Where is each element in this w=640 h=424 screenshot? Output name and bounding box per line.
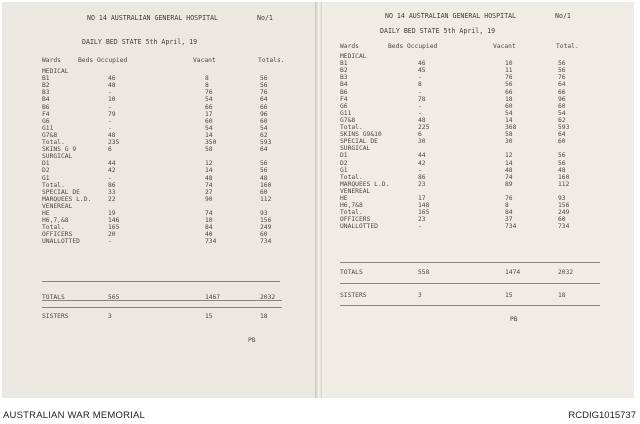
right-medical-total-2: 76 xyxy=(558,74,566,82)
right-medical-total-5: 96 xyxy=(558,95,566,103)
left-venereal-vacant-1: 10 xyxy=(205,217,213,225)
left-officers-total: 60 xyxy=(260,231,268,239)
left-surgical-total-0: 56 xyxy=(260,160,268,168)
right-medical-occupied-4: - xyxy=(418,88,422,96)
left-col-occupied: Beds Occupied xyxy=(78,57,128,64)
left-medical-total-8: 62 xyxy=(260,131,268,139)
right-medical-total-8: 62 xyxy=(558,116,566,124)
right-medical-occupied-1: 45 xyxy=(418,67,426,75)
right-surgical-section-label: SURGICAL xyxy=(340,145,371,153)
left-medical-total-label: Total. xyxy=(42,139,65,146)
left-grand-total-label: TOTALS xyxy=(42,294,65,301)
right-sisters-vacant: 15 xyxy=(505,292,513,299)
right-special-vacant: 30 xyxy=(505,138,513,146)
left-medical-label-3: B4 xyxy=(42,96,50,104)
left-medical-label-2: B3 xyxy=(42,89,50,97)
right-surgical-vacant-2: 48 xyxy=(505,166,513,174)
right-surgical-occupied-1: 42 xyxy=(418,159,426,167)
left-medical-total-6: 60 xyxy=(260,117,268,125)
right-report-title: DAILY BED STATE 5th April, 19 xyxy=(380,27,496,35)
left-venereal-total-vacant: 84 xyxy=(205,224,213,232)
left-medical-occupied-4: - xyxy=(108,103,112,111)
left-marquees-vacant: 90 xyxy=(205,195,213,203)
left-medical-vacant-6: 60 xyxy=(205,117,213,125)
left-surgical-total-1: 56 xyxy=(260,167,268,175)
left-medical-vacant-0: 8 xyxy=(205,75,209,83)
right-medical-vacant-8: 14 xyxy=(505,116,513,124)
right-medical-vacant-3: 56 xyxy=(505,81,513,89)
right-medical-occupied-6: - xyxy=(418,102,422,110)
left-unallotted-label: UNALLOTTED xyxy=(42,238,80,246)
left-special-label: SPECIAL DE xyxy=(42,188,80,196)
right-ruled-line-2 xyxy=(340,305,600,306)
left-col-totals: Totals. xyxy=(258,57,285,64)
right-venereal-total-total: 249 xyxy=(558,209,570,217)
left-venereal-total-total: 249 xyxy=(260,224,272,232)
left-officers-vacant: 40 xyxy=(205,231,213,239)
right-surgical-vacant-0: 12 xyxy=(505,152,513,160)
right-medical-total-3: 64 xyxy=(558,81,566,89)
left-surgical-vacant-1: 14 xyxy=(205,167,213,175)
left-surgical-occupied-2: - xyxy=(108,174,112,182)
right-surgical-occupied-2: - xyxy=(418,166,422,174)
left-sisters-label: SISTERS xyxy=(42,313,69,320)
right-medical-total-vacant: 368 xyxy=(505,124,517,131)
left-medical-occupied-1: 48 xyxy=(108,82,116,90)
left-venereal-label-1: H6,7,&8 xyxy=(42,217,69,225)
left-surgical-vacant-2: 48 xyxy=(205,174,213,182)
right-medical-label-4: B6 xyxy=(340,88,348,96)
right-venereal-vacant-0: 76 xyxy=(505,195,513,202)
left-col-wards: Wards xyxy=(42,57,61,64)
footer-institution: AUSTRALIAN WAR MEMORIAL xyxy=(3,410,146,421)
left-surgical-occupied-1: 42 xyxy=(108,167,116,175)
right-officers-vacant: 37 xyxy=(505,216,513,224)
left-medical-total-5: 96 xyxy=(260,110,268,118)
left-surgical-total-2: 48 xyxy=(260,174,268,182)
right-surgical-occupied-0: 44 xyxy=(418,152,426,160)
left-venereal-total-0: 93 xyxy=(260,210,268,217)
left-venereal-total-1: 156 xyxy=(260,217,272,225)
left-skins-occupied: 6 xyxy=(108,146,112,154)
right-medical-total-label: Total. xyxy=(340,124,363,131)
right-medical-label-1: B2 xyxy=(340,67,348,75)
left-medical-occupied-5: 79 xyxy=(108,110,116,118)
left-special-total: 60 xyxy=(260,188,268,196)
right-medical-occupied-7: - xyxy=(418,109,422,117)
right-medical-vacant-0: 10 xyxy=(505,60,513,68)
left-venereal-vacant-0: 74 xyxy=(205,210,213,217)
right-unit-title: NO 14 AUSTRALIAN GENERAL HOSPITAL xyxy=(385,12,517,20)
left-surgical-section-label: SURGICAL xyxy=(42,153,73,161)
right-sisters-total: 18 xyxy=(558,292,566,299)
left-medical-total-2: 76 xyxy=(260,89,268,97)
left-venereal-section-label: VENEREAL xyxy=(42,202,73,210)
right-medical-occupied-0: 46 xyxy=(418,60,426,68)
right-unallotted-vacant: 734 xyxy=(505,223,517,231)
right-medical-label-7: G11 xyxy=(340,109,352,117)
left-surgical-label-2: G1 xyxy=(42,174,50,182)
right-col-totals: Total. xyxy=(556,43,579,50)
left-medical-vacant-8: 14 xyxy=(205,131,213,139)
left-skins-label: SKINS G 9 xyxy=(42,146,77,154)
right-medical-total-1: 56 xyxy=(558,67,566,75)
left-unallotted-vacant: 734 xyxy=(205,238,217,246)
right-sisters-occupied: 3 xyxy=(418,292,422,299)
left-medical-label-1: B2 xyxy=(42,82,50,90)
left-medical-label-6: G6 xyxy=(42,117,50,125)
left-grand-total-total: 2032 xyxy=(260,294,276,301)
right-medical-label-0: B1 xyxy=(340,60,348,68)
right-sisters-label: SISTERS xyxy=(340,292,367,299)
right-grand-total-label: TOTALS xyxy=(340,269,363,276)
right-marquees-total: 112 xyxy=(558,180,570,188)
right-venereal-total-occupied: 165 xyxy=(418,209,430,217)
right-surgical-label-0: D1 xyxy=(340,152,348,160)
right-grand-total-vacant: 1474 xyxy=(505,269,521,276)
right-venereal-label-0: HE xyxy=(340,195,348,202)
left-sisters-total: 18 xyxy=(260,313,268,320)
left-medical-occupied-8: 48 xyxy=(108,131,116,139)
right-surgical-total-label: Total. xyxy=(340,173,363,181)
left-marquees-total: 112 xyxy=(260,195,272,203)
right-surgical-vacant-1: 14 xyxy=(505,159,513,167)
right-medical-occupied-5: 78 xyxy=(418,95,426,103)
right-skins-vacant: 58 xyxy=(505,131,513,139)
right-venereal-total-0: 93 xyxy=(558,195,566,202)
right-officers-total: 60 xyxy=(558,216,566,224)
right-medical-total-7: 54 xyxy=(558,109,566,117)
left-surgical-label-1: D2 xyxy=(42,167,50,175)
right-medical-label-8: G7&8 xyxy=(340,116,356,124)
right-special-label: SPECIAL DE xyxy=(340,138,378,146)
left-unit-title: NO 14 AUSTRALIAN GENERAL HOSPITAL xyxy=(87,14,219,22)
left-venereal-occupied-1: 146 xyxy=(108,217,120,225)
left-ruled-line-2 xyxy=(42,307,282,308)
left-medical-label-7: G11 xyxy=(42,124,54,132)
right-skins-occupied: 6 xyxy=(418,131,422,139)
right-medical-section-label: MEDICAL xyxy=(340,53,367,60)
left-col-vacant: Vacant xyxy=(193,57,216,64)
left-medical-total-3: 64 xyxy=(260,96,268,104)
left-officers-label: OFFICERS xyxy=(42,231,73,239)
left-venereal-occupied-0: 19 xyxy=(108,210,116,217)
right-document-page xyxy=(322,2,634,398)
left-ruled-line-1 xyxy=(42,300,282,301)
left-report-title: DAILY BED STATE 5th April, 19 xyxy=(82,38,198,46)
left-medical-label-8: G7&8 xyxy=(42,131,58,139)
right-venereal-total-vacant: 84 xyxy=(505,209,513,217)
left-medical-total-vacant: 350 xyxy=(205,139,217,146)
right-col-wards: Wards xyxy=(340,43,359,50)
right-surgical-total-1: 56 xyxy=(558,159,566,167)
left-special-occupied: 33 xyxy=(108,188,116,196)
left-medical-occupied-2: - xyxy=(108,89,112,97)
left-page-ref: No/1 xyxy=(257,14,273,22)
right-venereal-section-label: VENEREAL xyxy=(340,187,371,195)
left-medical-total-1: 56 xyxy=(260,82,268,90)
right-ruled-line-1 xyxy=(340,283,600,284)
left-venereal-total-label: Total. xyxy=(42,224,65,232)
right-medical-total-4: 66 xyxy=(558,88,566,96)
left-medical-total-7: 54 xyxy=(260,124,268,132)
right-special-total: 60 xyxy=(558,138,566,146)
right-surgical-label-1: D2 xyxy=(340,159,348,167)
right-surgical-total-occupied: 86 xyxy=(418,173,426,181)
left-medical-label-4: B6 xyxy=(42,103,50,111)
right-grand-total-occupied: 558 xyxy=(418,269,430,276)
right-venereal-occupied-0: 17 xyxy=(418,195,426,202)
left-medical-occupied-6: - xyxy=(108,117,112,125)
left-grand-total-occupied: 565 xyxy=(108,294,120,301)
left-medical-total-0: 56 xyxy=(260,75,268,83)
left-medical-vacant-2: 76 xyxy=(205,89,213,97)
left-surgical-total-total: 160 xyxy=(260,181,272,189)
right-medical-total-total: 593 xyxy=(558,124,570,131)
left-medical-total-occupied: 235 xyxy=(108,139,120,146)
right-page-ref: No/1 xyxy=(555,12,571,20)
left-medical-occupied-3: 10 xyxy=(108,96,116,104)
right-medical-vacant-7: 54 xyxy=(505,109,513,117)
right-medical-vacant-1: 11 xyxy=(505,67,513,75)
left-grand-total-vacant: 1467 xyxy=(205,294,221,301)
right-medical-occupied-2: - xyxy=(418,74,422,82)
left-surgical-total-vacant: 74 xyxy=(205,181,213,189)
left-officers-occupied: 20 xyxy=(108,231,116,239)
right-marquees-label: MARQUEES L.D. xyxy=(340,180,390,188)
right-grand-total-total: 2032 xyxy=(558,269,574,276)
left-skins-vacant: 58 xyxy=(205,146,213,154)
right-surgical-total-0: 56 xyxy=(558,152,566,160)
left-medical-occupied-7: - xyxy=(108,124,112,132)
right-marquees-vacant: 89 xyxy=(505,180,513,188)
left-medical-vacant-3: 54 xyxy=(205,96,213,104)
right-initials: PB xyxy=(510,316,518,323)
right-unallotted-label: UNALLOTTED xyxy=(340,223,378,231)
left-special-vacant: 27 xyxy=(205,188,213,196)
left-surgical-occupied-0: 44 xyxy=(108,160,116,168)
right-medical-vacant-6: 60 xyxy=(505,102,513,110)
left-venereal-total-occupied: 165 xyxy=(108,224,120,232)
right-officers-label: OFFICERS xyxy=(340,216,371,224)
right-medical-label-6: G6 xyxy=(340,102,348,110)
left-medical-vacant-5: 17 xyxy=(205,110,213,118)
left-ruled-line-0 xyxy=(42,281,280,282)
right-medical-total-0: 56 xyxy=(558,60,566,68)
left-sisters-occupied: 3 xyxy=(108,313,112,320)
right-surgical-total-vacant: 74 xyxy=(505,173,513,181)
left-surgical-total-label: Total. xyxy=(42,181,65,189)
right-medical-label-5: F4 xyxy=(340,95,348,103)
left-medical-vacant-7: 54 xyxy=(205,124,213,132)
left-unallotted-occupied: - xyxy=(108,238,112,246)
right-unallotted-occupied: - xyxy=(418,223,422,231)
left-surgical-label-0: D1 xyxy=(42,160,50,168)
right-skins-total: 64 xyxy=(558,131,566,139)
right-medical-label-3: B4 xyxy=(340,81,348,89)
footer-record-id: RCDIG1015737 xyxy=(568,410,636,421)
right-medical-vacant-5: 18 xyxy=(505,95,513,103)
right-col-occupied: Beds Occupied xyxy=(388,43,438,50)
right-special-occupied: 30 xyxy=(418,138,426,146)
left-marquees-label: MARQUEES L.D. xyxy=(42,195,92,203)
left-surgical-total-occupied: 86 xyxy=(108,181,116,189)
right-venereal-vacant-1: 8 xyxy=(505,202,509,210)
left-medical-total-4: 66 xyxy=(260,103,268,111)
right-medical-total-6: 60 xyxy=(558,102,566,110)
right-medical-occupied-8: 48 xyxy=(418,116,426,124)
left-medical-section-label: MEDICAL xyxy=(42,68,69,75)
left-medical-vacant-4: 66 xyxy=(205,103,213,111)
right-ruled-line-0 xyxy=(340,262,600,263)
left-venereal-label-0: HE xyxy=(42,210,50,217)
right-medical-vacant-2: 76 xyxy=(505,74,513,82)
left-medical-label-5: F4 xyxy=(42,110,50,118)
right-venereal-label-1: H6,7&8 xyxy=(340,202,363,210)
left-medical-occupied-0: 46 xyxy=(108,75,116,83)
right-col-vacant: Vacant xyxy=(493,43,516,50)
right-venereal-occupied-1: 148 xyxy=(418,202,430,210)
right-marquees-occupied: 23 xyxy=(418,180,426,188)
right-venereal-total-1: 156 xyxy=(558,202,570,210)
right-medical-vacant-4: 66 xyxy=(505,88,513,96)
right-medical-total-occupied: 225 xyxy=(418,124,430,131)
right-medical-occupied-3: 8 xyxy=(418,81,422,89)
right-skins-label: SKINS G9&10 xyxy=(340,131,382,139)
left-unallotted-total: 734 xyxy=(260,238,272,246)
right-surgical-label-2: G1 xyxy=(340,166,348,174)
left-marquees-occupied: 22 xyxy=(108,195,116,203)
right-unallotted-total: 734 xyxy=(558,223,570,231)
right-venereal-total-label: Total. xyxy=(340,209,363,217)
left-skins-total: 64 xyxy=(260,146,268,154)
left-surgical-vacant-0: 12 xyxy=(205,160,213,168)
left-sisters-vacant: 15 xyxy=(205,313,213,320)
right-surgical-total-2: 48 xyxy=(558,166,566,174)
left-medical-label-0: B1 xyxy=(42,75,50,83)
page-fold xyxy=(315,2,322,398)
left-medical-vacant-1: 8 xyxy=(205,82,209,90)
left-initials: PB xyxy=(248,337,256,344)
right-surgical-total-total: 160 xyxy=(558,173,570,181)
right-officers-occupied: 23 xyxy=(418,216,426,224)
right-medical-label-2: B3 xyxy=(340,74,348,82)
left-medical-total-total: 593 xyxy=(260,139,272,146)
